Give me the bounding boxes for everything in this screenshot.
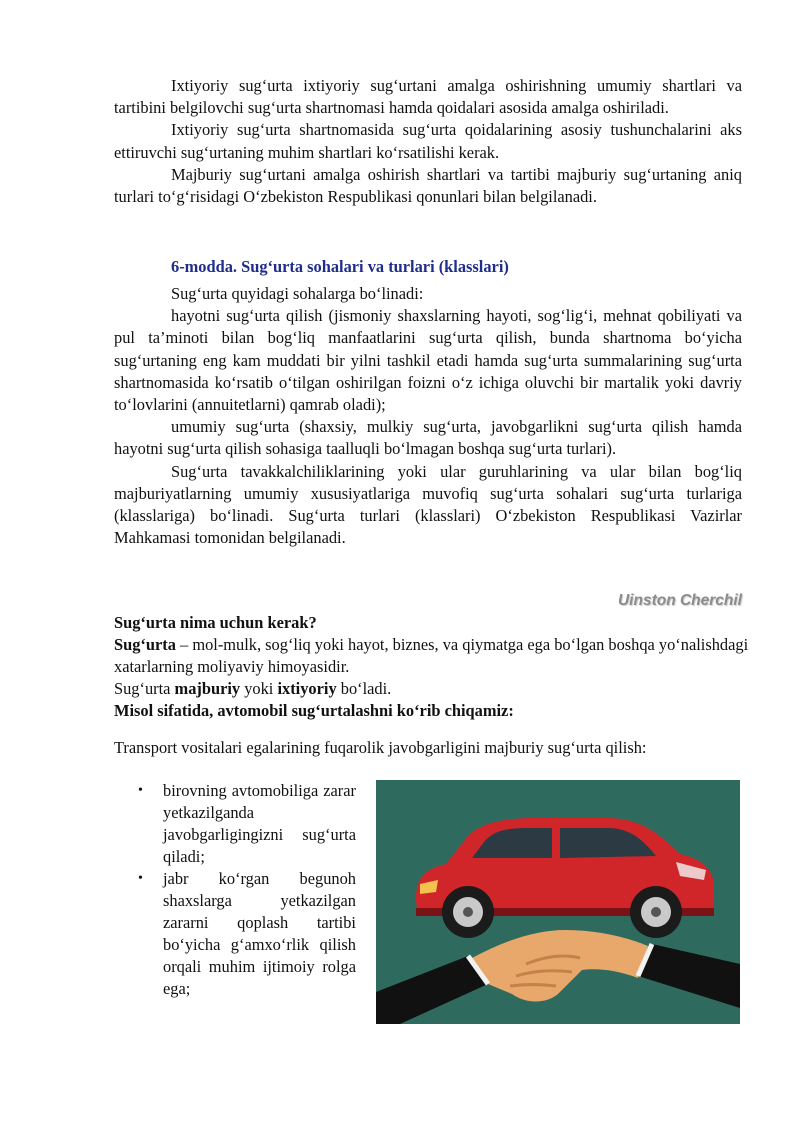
definition-line <box>114 634 754 678</box>
types-prefix: Sug‘urta <box>114 679 175 698</box>
list-item-text: jabr ko‘rgan begunoh shaxslarga yetkazilgan zararni qoplash tartibi bo‘yicha g‘amxo‘rlik qilish orqali muhim ijtimoiy rolga ega; <box>163 869 356 998</box>
definition-term: Sug‘urta <box>114 635 176 654</box>
paragraph: Ixtiyoriy sug‘urta shartnomasida sug‘urta qoidalarining asosiy tushunchalarini aks ettiruvchi sug‘urtaning muhim shartlari ko‘rsatilishi kerak. <box>114 120 742 162</box>
bullet-icon: • <box>138 871 143 886</box>
voluntary-word: ixtiyoriy <box>277 679 337 698</box>
bullet-list <box>134 780 356 1000</box>
paragraph: Sug‘urta tavakkalchiliklarining yoki ular guruhlarining va ular bilan bog‘liq majburiyatlarning umumiy xususiyatlariga muvofiq sug‘urta sohalari sug‘urta turlariga (klasslariga) bo‘linadi. Sug‘urta turlari (klasslari) O‘zbekiston Respublikasi Vazirlar Mahkamasi tomonidan belgilanadi. <box>114 461 742 548</box>
bullet-icon: • <box>138 783 143 798</box>
car-handshake-illustration <box>376 780 740 1024</box>
example-heading: Misol sifatida, avtomobil sug‘urtalashni ko‘rib chiqamiz: <box>114 701 514 720</box>
paragraph: hayotni sug‘urta qilish (jismoniy shaxslarning hayoti, sog‘lig‘i, mehnat qobiliyati va pul ta’minoti bilan bog‘liq manfaatlarini sug‘urta qilish, bunda shartnoma bo‘yicha sug‘urtaning eng kam muddati bir yilni tashkil etadi hamda sug‘urta summalarining sug‘urta shartnomasida ko‘rsatib o‘tilgan oshirilgan foizni o‘z ichiga oluvchi bir martalik yoki davriy to‘lovlarini (annuitetlarni) qamrab oladi); <box>114 306 742 415</box>
paragraph: Sug‘urta quyidagi sohalarga bo‘linadi: <box>171 284 424 303</box>
types-line <box>114 678 754 700</box>
quote-author: Uinston Cherchil <box>617 592 742 609</box>
types-suffix: bo‘ladi. <box>336 679 392 698</box>
definition-text: – mol-mulk, sog‘liq yoki hayot, biznes, va qiymatga ega bo‘lgan boshqa yo‘nalishdagi xatarlarning moliyaviy himoyasidir. <box>114 635 749 676</box>
list-item <box>134 780 356 868</box>
paragraph: Ixtiyoriy sug‘urta ixtiyoriy sug‘urtani amalga oshirishning umumiy shartlari va tartibini belgilovchi sug‘urta shartnomasi hamda qoidalari asosida amalga oshiriladi. <box>114 76 742 118</box>
list-item-text: birovning avtomobiliga zarar yetkazilganda javobgarligingizni sug‘urta qiladi; <box>163 781 356 866</box>
article-section <box>114 283 742 549</box>
intro-section <box>114 75 742 208</box>
question-heading: Sug‘urta nima uchun kerak? <box>114 613 317 632</box>
article-heading: 6-modda. Sug‘urta sohalari va turlari (klasslari) <box>171 257 509 276</box>
transport-line: Transport vositalari egalarining fuqarolik javobgarligini majburiy sug‘urta qilish: <box>114 738 647 757</box>
paragraph: umumiy sug‘urta (shaxsiy, mulkiy sug‘urta, javobgarlikni sug‘urta qilish hamda hayotni sug‘urta qilish sohasiga taalluqli bo‘lmagan boshqa sug‘urta turlari). <box>114 417 742 459</box>
list-item <box>134 868 356 1000</box>
mandatory-word: majburiy <box>174 679 241 698</box>
or-word: yoki <box>240 679 278 698</box>
explanation-block <box>114 612 754 722</box>
paragraph: Majburiy sug‘urtani amalga oshirish shartlari va tartibi majburiy sug‘urtaning aniq turlari to‘g‘risidagi O‘zbekiston Respublikasi qonunlari bilan belgilanadi. <box>114 164 742 207</box>
